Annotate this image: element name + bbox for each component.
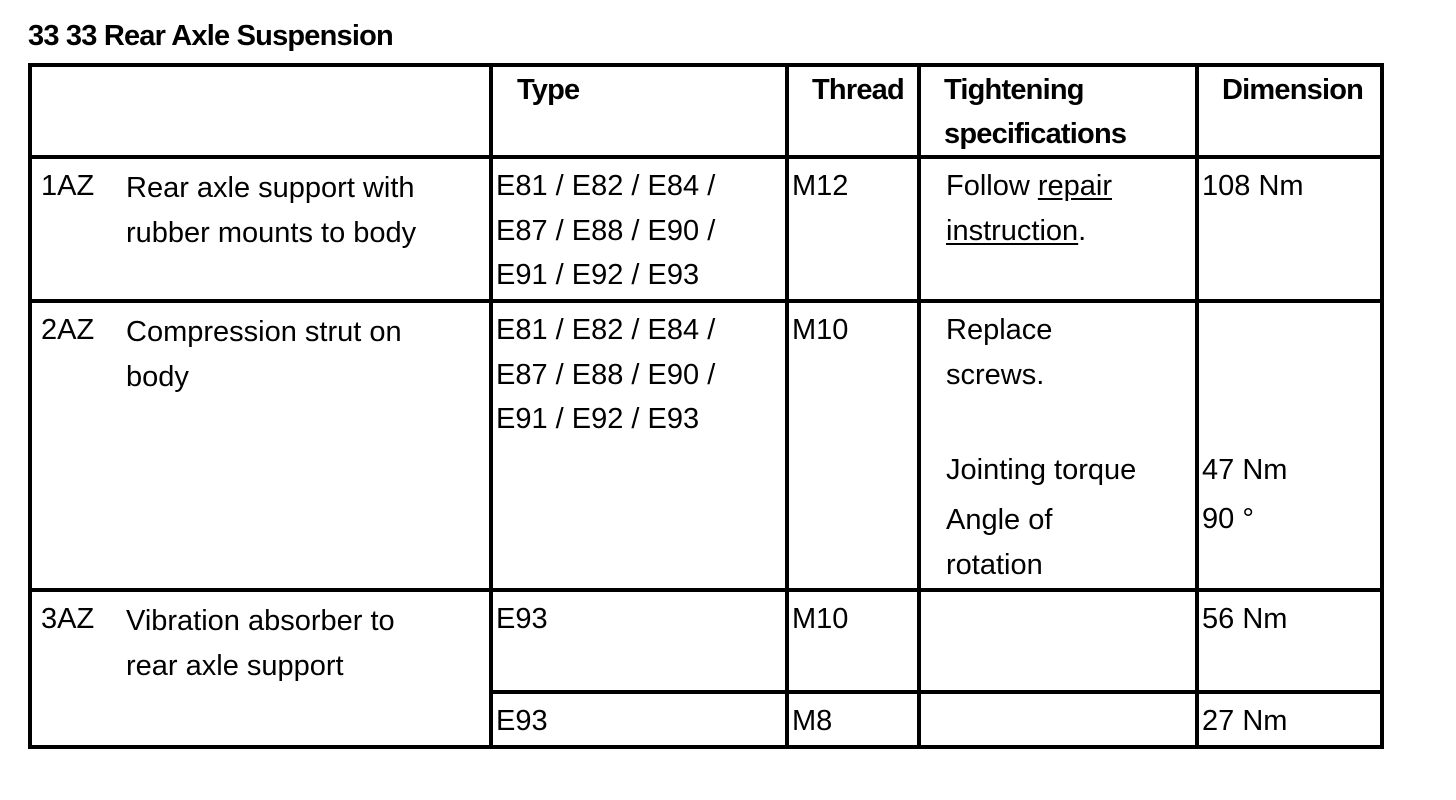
row-spec: screws. <box>946 359 1045 391</box>
angle-of-rotation-label: Angle of <box>946 504 1053 536</box>
row-type: E93 <box>496 603 548 635</box>
row-divider <box>28 588 1384 592</box>
row-dimension: 27 Nm <box>1202 705 1288 737</box>
table-border-left <box>28 63 32 749</box>
row-type: E87 / E88 / E90 / <box>496 359 716 391</box>
row-type: E81 / E82 / E84 / <box>496 170 716 202</box>
page-title: 33 33 Rear Axle Suspension <box>28 20 393 52</box>
row-description: Compression strut on <box>126 316 402 348</box>
row-type: E87 / E88 / E90 / <box>496 215 716 247</box>
row-id: 3AZ <box>41 603 95 635</box>
row-thread: M8 <box>792 705 833 737</box>
row-type: E81 / E82 / E84 / <box>496 314 716 346</box>
row-type: E91 / E92 / E93 <box>496 259 700 291</box>
row-spec <box>946 164 1112 208</box>
header-tightening-line1: Tightening <box>944 74 1084 106</box>
row-id: 2AZ <box>41 314 95 346</box>
row-id: 1AZ <box>41 170 95 202</box>
jointing-torque-label: Jointing torque <box>946 454 1137 486</box>
column-divider <box>785 63 789 749</box>
header-type: Type <box>517 74 580 106</box>
row-dimension: 108 Nm <box>1202 170 1304 202</box>
row-description: rubber mounts to body <box>126 217 417 249</box>
row-description: Vibration absorber to <box>126 605 395 637</box>
table-border-bottom <box>28 745 1384 749</box>
row-divider <box>490 690 1384 694</box>
header-dimension: Dimension <box>1222 74 1364 106</box>
row-thread: M10 <box>792 314 849 346</box>
table-border-top <box>28 63 1384 67</box>
spec-text: Follow <box>946 170 1038 202</box>
row-description: rear axle support <box>126 650 344 682</box>
row-divider <box>28 155 1384 159</box>
row-divider <box>28 299 1384 303</box>
column-divider <box>1195 63 1199 749</box>
repair-instruction-link[interactable]: instruction <box>946 215 1079 247</box>
jointing-torque-value: 47 Nm <box>1202 454 1288 486</box>
repair-instruction-link[interactable]: repair <box>1037 170 1113 202</box>
row-spec <box>946 209 1086 253</box>
row-type: E93 <box>496 705 548 737</box>
row-thread: M10 <box>792 603 849 635</box>
spec-text: . <box>1078 215 1087 247</box>
row-description: body <box>126 361 189 393</box>
row-type: E91 / E92 / E93 <box>496 403 700 435</box>
row-dimension: 56 Nm <box>1202 603 1288 635</box>
table-border-right <box>1380 63 1384 749</box>
column-divider <box>489 63 493 749</box>
column-divider <box>917 63 921 749</box>
row-spec: Replace <box>946 314 1053 346</box>
angle-of-rotation-label: rotation <box>946 549 1043 581</box>
header-tightening-line2: specifications <box>944 118 1127 150</box>
angle-of-rotation-value: 90 ° <box>1202 503 1254 535</box>
header-thread: Thread <box>812 74 904 106</box>
row-thread: M12 <box>792 170 849 202</box>
row-description: Rear axle support with <box>126 172 415 204</box>
